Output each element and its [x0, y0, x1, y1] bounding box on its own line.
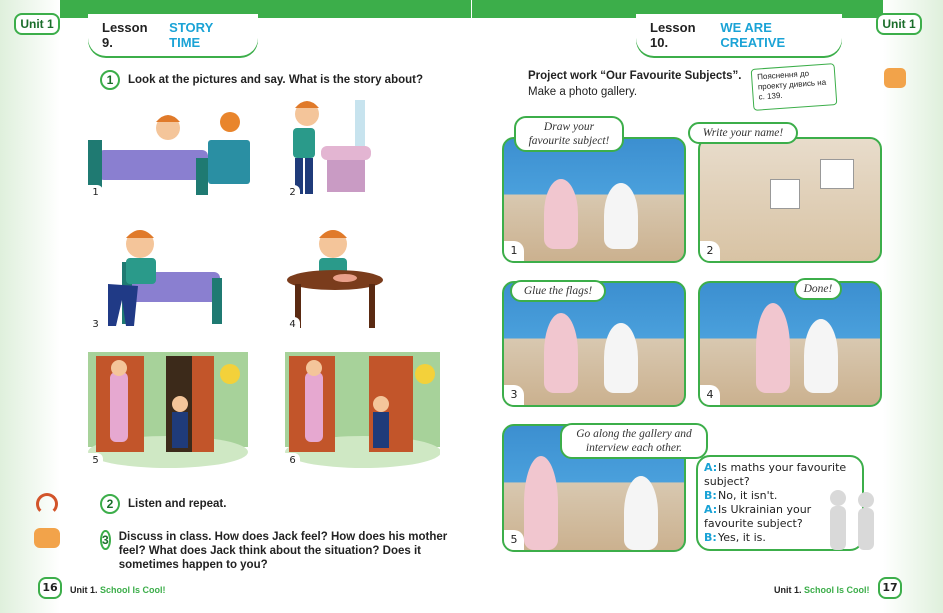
photo-number: 1 — [504, 241, 524, 261]
page-number-right: 17 — [878, 577, 902, 599]
footer-left — [70, 585, 166, 595]
right-page — [472, 0, 943, 613]
unit-tab-right: Unit 1 — [876, 13, 922, 35]
task-3 — [100, 530, 450, 572]
project-icon — [884, 68, 906, 88]
dialog-text: Is maths your favourite subject? — [704, 461, 847, 488]
dialog-text: No, it isn't. — [718, 489, 778, 502]
speech-bubble-2: Write your name! — [688, 122, 798, 144]
kids-silhouette-icon — [822, 488, 882, 552]
lesson-title: STORY TIME — [169, 20, 214, 50]
gallery-photo-4 — [698, 281, 882, 407]
picture-number: 6 — [285, 453, 300, 468]
picture-number: 3 — [88, 317, 103, 332]
lesson-header-left — [88, 14, 258, 56]
story-picture-5 — [88, 352, 248, 468]
task-1 — [100, 70, 460, 90]
girl-figure — [544, 179, 578, 249]
girl-figure — [524, 456, 558, 550]
wall-clock-icon — [220, 364, 240, 384]
unit-tab-left: Unit 1 — [14, 13, 60, 35]
story-picture-6 — [285, 352, 440, 468]
drawing-sheet — [820, 159, 854, 189]
task-number: 1 — [100, 70, 120, 90]
girl-figure — [604, 323, 638, 393]
speaker-label: B: — [704, 531, 717, 544]
speaker-label: B: — [704, 489, 717, 502]
lesson-title: WE ARE CREATIVE — [720, 20, 786, 50]
page-number-left: 16 — [38, 577, 62, 599]
alarm-clock-icon — [220, 112, 240, 132]
lesson-number: Lesson 9. — [102, 20, 148, 50]
left-page — [0, 0, 471, 613]
task-text: Look at the pictures and say. What is the story about? — [128, 74, 423, 86]
task-number: 2 — [100, 494, 120, 514]
speech-bubble-5: Go along the gallery and interview each other. — [560, 423, 708, 459]
photo-number: 2 — [700, 241, 720, 261]
girl-figure — [604, 183, 638, 249]
speech-bubble-1: Draw your favourite subject! — [514, 116, 624, 152]
dialog-text: Is Ukrainian your favourite subject? — [704, 503, 812, 530]
footer-title: School Is Cool! — [100, 585, 166, 595]
girl-figure — [544, 313, 578, 393]
photo-number: 4 — [700, 385, 720, 405]
dialog-line — [704, 461, 856, 489]
task-number: 3 — [100, 530, 111, 550]
picture-number: 1 — [88, 185, 103, 200]
lesson-header-right — [636, 14, 842, 56]
footer-right — [774, 585, 870, 595]
task-text: Listen and repeat. — [128, 498, 227, 510]
girl-figure — [756, 303, 790, 393]
project-note: Пояснення до проекту дивись на с. 139. — [751, 63, 838, 111]
group-discussion-icon — [34, 528, 60, 548]
story-picture-4 — [285, 222, 385, 332]
drawing-sheet — [770, 179, 800, 209]
speech-bubble-3: Glue the flags! — [510, 280, 606, 302]
story-picture-2 — [285, 96, 380, 200]
picture-number: 2 — [285, 185, 300, 200]
footer-unit: Unit 1. — [70, 585, 98, 595]
project-subtitle: Make a photo gallery. — [528, 86, 638, 98]
story-picture-1 — [88, 100, 258, 200]
gallery-photo-1 — [502, 137, 686, 263]
girl-figure — [804, 319, 838, 393]
footer-unit: Unit 1. — [774, 585, 802, 595]
photo-number: 5 — [504, 530, 524, 550]
task-text: Discuss in class. How does Jack feel? How does his mother feel? What does Jack think about the situation? Does it sometimes happen to you? — [118, 531, 448, 571]
speech-bubble-4: Done! — [794, 278, 842, 300]
headphones-icon — [36, 493, 58, 515]
photo-number: 3 — [504, 385, 524, 405]
lesson-number: Lesson 10. — [650, 20, 696, 50]
task-2 — [100, 494, 400, 514]
picture-number: 4 — [285, 317, 300, 332]
speaker-label: A: — [704, 503, 718, 516]
picture-number: 5 — [88, 453, 103, 468]
gallery-photo-2 — [698, 137, 882, 263]
girl-figure — [624, 476, 658, 550]
footer-title: School Is Cool! — [804, 585, 870, 595]
speaker-label: A: — [704, 461, 718, 474]
wall-clock-icon — [415, 364, 435, 384]
story-picture-3 — [88, 222, 228, 332]
project-title: Project work “Our Favourite Subjects”. — [528, 70, 742, 82]
dialog-text: Yes, it is. — [718, 531, 766, 544]
